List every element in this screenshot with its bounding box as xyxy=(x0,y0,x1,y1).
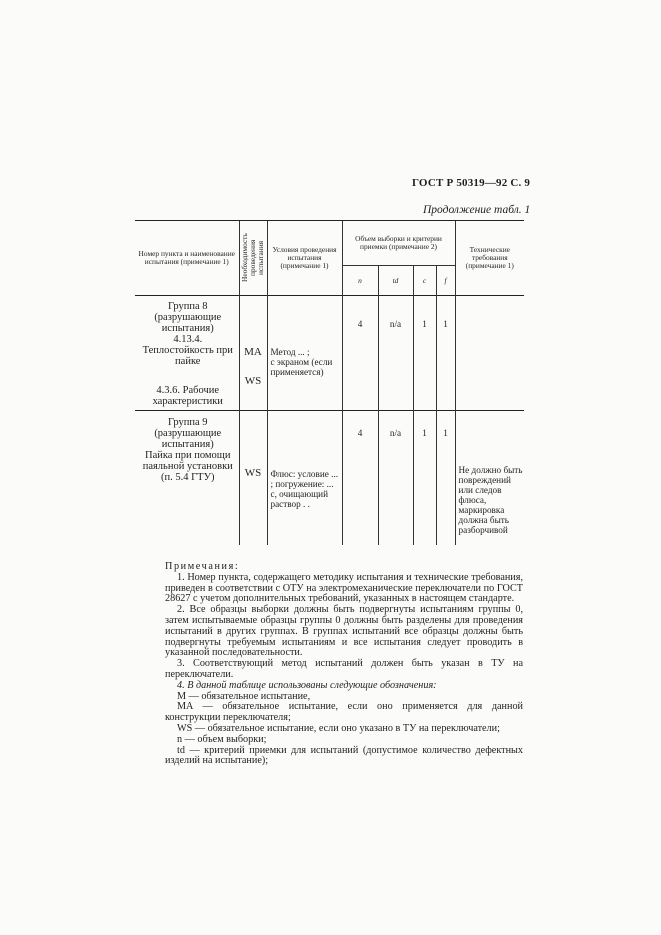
group8-td: n/a xyxy=(378,296,413,411)
header-conditions: Условия проведения испытания (примечание 1) xyxy=(267,221,342,296)
group8-mark2: WS xyxy=(244,375,262,387)
note-3: 3. Соответствующий метод испытаний должен быть указан в ТУ на переключатели. xyxy=(165,658,523,680)
group9-mark1: WS xyxy=(244,467,262,479)
group8-conditions xyxy=(267,296,342,411)
note-1: 1. Номер пункта, содержащего методику испытания и технические требования, приведен в соответствии с ОТУ на электромеханические переключатели по ГОСТ 28627 с учетом дополнительных требований, указанных в настоящем стандарте. xyxy=(165,571,523,605)
group9-mark-cell xyxy=(239,411,267,545)
header-item: Номер пункта и наименование испытания (примечание 1) xyxy=(135,221,239,296)
note-def-ma: MA — обязательное испытание, если оно применяется для данной конструкции переключателя; xyxy=(165,701,523,724)
table-continuation-label: Продолжение табл. 1 xyxy=(423,204,531,216)
group9-subtitle: (разрушающие испытания) xyxy=(154,428,222,450)
group9-tech: Не должно быть повреждений или следов флюса, маркировка должна быть разборчивой xyxy=(455,411,524,545)
group8-mark-cell xyxy=(239,296,267,411)
header-f: f xyxy=(436,266,455,296)
test-schedule-table xyxy=(135,220,524,545)
notes-title: Примечания: xyxy=(165,561,240,572)
group8-cond-line1: Метод ... ; xyxy=(270,347,310,357)
group8-subtitle: (разрушающие испытания) xyxy=(154,312,222,334)
group9-f: 1 xyxy=(436,411,455,545)
group8-item2: 4.3.6. Рабочие характеристики xyxy=(152,385,223,407)
group8-cond-line2: с экраном (если применяется) xyxy=(270,357,333,377)
group8-c: 1 xyxy=(413,296,436,411)
group8-tech xyxy=(455,296,524,411)
notes-section xyxy=(165,562,523,767)
group8-f: 1 xyxy=(436,296,455,411)
group9-item-cell xyxy=(135,411,239,545)
group9-item1: Пайка при помощи паяльной установки (п. 5.4 ГТУ) xyxy=(142,450,233,483)
group8-item-cell xyxy=(135,296,239,411)
group9-c: 1 xyxy=(413,411,436,545)
group9-n: 4 xyxy=(342,411,378,545)
header-necessity: Необходимость проведения испытания xyxy=(239,221,267,296)
group8-title: Группа 8 xyxy=(167,301,208,312)
note-def-m: M — обязательное испытание, xyxy=(177,690,311,702)
group9-td: n/a xyxy=(378,411,413,545)
header-c: c xyxy=(413,266,436,296)
header-td: td xyxy=(378,266,413,296)
group8-n: 4 xyxy=(342,296,378,411)
note-def-ws: WS — обязательное испытание, если оно указано в ТУ на переключатели; xyxy=(177,722,500,734)
note-def-td: td — критерий приемки для испытаний (допустимое количество дефектных изделий на испытание); xyxy=(165,744,523,767)
page-header-code: ГОСТ Р 50319—92 С. 9 xyxy=(412,177,531,189)
header-sample: Объем выборки и критерии приемки (примечание 2) xyxy=(342,221,455,266)
group9-conditions: Флюс: условие ... ; погружение: ... с, очищающий раствор . . xyxy=(267,411,342,545)
note-2: 2. Все образцы выборки должны быть подвергнуты испытаниям группы 0, затем испытываемые образцы группы 0 должны быть разделены для проведения испытаний в других группах. В группах испытаний все образцы должны быть подвергнуты требуемым испытаниям и все испытания следует проводить в указанной последовательности. xyxy=(165,604,523,659)
note-def-n: n — объем выборки; xyxy=(177,733,267,745)
note-4: 4. В данной таблице использованы следующие обозначения: xyxy=(177,679,437,691)
group9-title: Группа 9 xyxy=(167,417,208,428)
group8-mark1: MA xyxy=(244,346,262,358)
group8-item1: 4.13.4. Теплостойкость при пайке xyxy=(142,334,233,367)
header-n: n xyxy=(342,266,378,296)
header-tech: Технические требования (примечание 1) xyxy=(455,221,524,296)
